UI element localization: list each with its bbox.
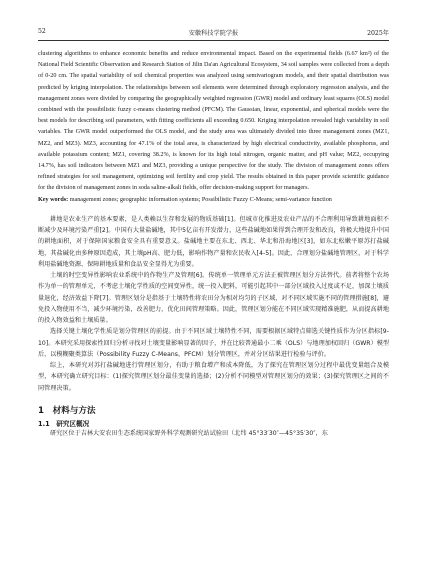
keywords [38,195,389,206]
journal-year: 2025年 [367,30,389,37]
page-number: 52 [38,28,46,35]
page-body [38,49,389,439]
subsection-title: 1.1 研究区概况 [38,419,90,428]
journal-title: 安徽科技学院学报 [188,30,239,37]
running-header [38,26,389,41]
intro-paragraph-1: 耕地是农业生产的基本要素，是人类赖以生存和发展的物质基础[1]。但城市化推进及农业产品的不合理利用导致耕地面积不断减少及环境污染严重[2]。中国有大量盐碱地，其中5亿亩有开发潜力，这些盐碱地如果得到合理开发和改良，将极大地提升中国的耕地面积，对于保障国家粮食安全具有重要意义。盐碱地主要在东北、西北、华北和沿海地区[3]，如东北松嫩平原苏打盐碱地，其盐碱化由多种原因造成，其土壤pH高、肥力低，影响作物产量和农民收入[4-5]。因此，合理划分盐碱地管理区，对于科学利用盐碱地资源、保障耕地质量和食品安全显得尤为重要。 [38,215,389,268]
intro-paragraph-4: 综上，本研究对苏打盐碱地进行管理区划分，有助于粮食增产和成本降低，为了探究在管理区划分过程中最优变量组合及模型，本研究确立研究目标：(1)探究管理区划分最佳变量的选择；(2)分析不同模型对管理区划分的效果；(3)探究管理区之间的不同管理决策。 [38,362,389,392]
intro-paragraph-2: 土壤的时空变异性影响农业系统中的作物生产及管理[6]。传统单一管理单元方法正被管理区划分方法替代。前者将整个农场作为单一的管理单元，不考虑土壤化学性质的空间变异性，统一投入肥料，可能引起其中一部分区域投入过度或不足，加深土壤质量退化，经济效益下降[7]。管理区划分是指基于土壤特性将农田分为相对均匀的子区域，对不同区域实施不同的管理措施[8]，避免投入物使用不当，减少环境污染，改善肥力，优化田间管理策略。因此，管理区划分能在不同区域实现精准施肥，从而提高耕地的投入物效益和土壤质量。 [38,272,389,325]
section-title: 1 材料与方法 [38,405,96,416]
english-abstract: clustering algorithms to enhance economic benefits and reduce environmental impact. Based on the experimental fields (6.67 km²) of the National Field Scientific Observation and Research Station of Jilin Da'an Agricultural Ecosystem, 34 soil samples were collected from a depth of 0-20 cm. The spatial variability of soil chemical properties was analyzed using semivariogram models, and their spatial distribution was predicted by kriging interpolation. The relationships between soil elements were determined through exploratory regression analysis, and the management zones were divided by comparing the geographically weighted regression (GWR) model and ordinary least squares (OLS) model combined with the possibilistic fuzzy c-means clustering method (PFCM). The Gaussian, linear, exponential, and spherical models were the best models for describing soil parameters, with fitting coefficients all exceeding 0.650. Kriging interpolation revealed high variability in soil variables. The GWR model outperformed the OLS model, and the study area was ultimately divided into three management zones (MZ1, MZ2, and MZ3). MZ3, accounting for 47.1% of the total area, is characterized by high electrical conductivity, available phosphorus, and available potassium content; MZ1, covering 38.2%, is known for its high total nitrogen, organic matter, and pH value; MZ2, occupying 14.7%, has soil indicators between MZ1 and MZ3, providing a unique perspective for the study. The division of management zones offers refined strategies for soil management, optimizing soil fertility and crop yield. The results obtained in this paper provide scientific guidance for the division of management zones in soda saline-alkali fields, offer decision-making support for managers. [38,51,389,192]
keywords-label: Key words: [38,196,69,203]
intro-paragraph-3: 选择关键土壤化学性质是划分管理区的前提。由于不同区域土壤特性不同，需要根据区域特点筛选关键性质作为分区指标[9-10]。本研究采用探索性回归分析寻找对土壤变量影响显著的因子，并在比较普通最小二乘（OLS）与地理加权回归（GWR）模型后，以模糊聚类算法（Possibility Fuzzy C-Means，PFCM）划分管理区，并对分区结果进行检验与评价。 [38,328,389,358]
keywords-text: management zones; geographic information systems; Possibilistic Fuzzy C-Means; semi-variance function [68,196,332,203]
study-area-paragraph: 研究区位于吉林大安农田生态系统国家野外科学观测研究站试验田（北纬 45°33′30″—45°35′30″，东 [50,429,328,437]
